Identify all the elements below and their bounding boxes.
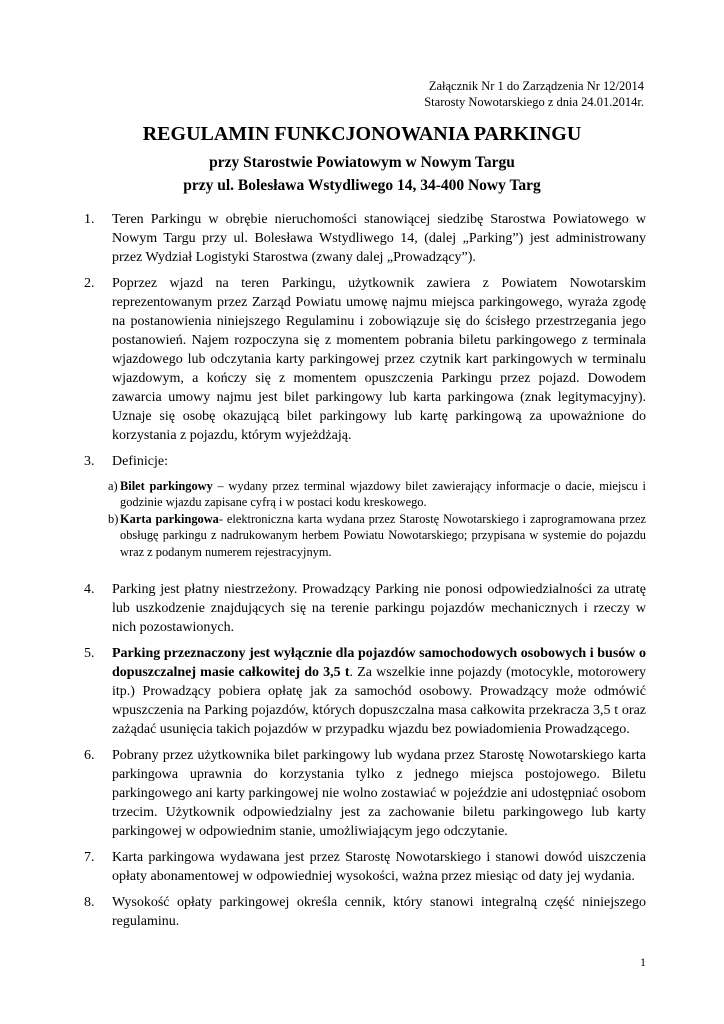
list-item-2	[84, 274, 646, 445]
item-number: 2.	[84, 276, 95, 291]
item-number: 5.	[84, 646, 95, 662]
item-text: Karta parkingowa wydawana jest przez Starostę Nowotarskiego i stanowi dowód uiszczenia opłaty abonamentowej w odpowiedniej wysokości, ważna przez miesiąc od daty jej wydania.	[112, 850, 646, 885]
definitions-list	[84, 478, 646, 560]
definition-item-a	[108, 478, 646, 511]
list-item-8	[84, 893, 646, 931]
annex-line-1: Załącznik Nr 1 do Zarządzenia Nr 12/2014	[428, 79, 644, 93]
list-item-1	[84, 210, 646, 267]
definition-term: Bilet parkingowy	[120, 479, 213, 493]
list-item-6	[84, 746, 646, 841]
list-item-5	[84, 644, 646, 739]
item-text: Pobrany przez użytkownika bilet parkingowy lub wydana przez Starostę Nowotarskiego karta parkingowa uprawnia do korzystania tylko z jednego miejsca postojowego. Biletu parkingowego ani karty parkingowej nie wolno zostawiać w pojeździe ani udostępniać osobom trzecim. Użytkownik odpowiedzialny jest za zachowanie biletu parkingowego lub karty parkingowej w odpowiednim stanie, umożliwiającym jego odczytanie.	[112, 748, 646, 840]
definition-mark: b)	[108, 511, 119, 526]
definition-item-b	[108, 511, 646, 560]
definition-text: - elektroniczna karta wydana przez Starostę Nowotarskiego i zaprogramowana przez obsługę parkingu z nadrukowanym herbem Powiatu Nowotarskiego; przypisana w systemie do pojazdu wraz z podanym numerem rejestracyjnym.	[120, 511, 646, 559]
annex-line-2: Starosty Nowotarskiego z dnia 24.01.2014r.	[424, 95, 644, 109]
document-subtitle-2: przy ul. Bolesława Wstydliwego 14, 34-400 Nowy Targ	[183, 177, 541, 194]
definition-text: – wydany przez terminal wjazdowy bilet zawierający informacje o dacie, miejscu i godzinie wjazdu zapisane cyfrą i w postaci kodu kreskowego.	[120, 479, 646, 510]
item-number: 7.	[84, 850, 95, 866]
item-number: 4.	[84, 582, 95, 598]
item-number: 3.	[84, 454, 95, 469]
list-item-4	[84, 580, 646, 637]
item-text: . Za wszelkie inne pojazdy (motocykle, motorowery itp.) Prowadzący pobiera opłatę jak za samochód osobowy. Prowadzący może odmówić wpuszczenia na Parking pojazdów, których dopuszczalna masa całkowita przekracza 3,5 t oraz zażądać usunięcia takich pojazdów w przypadku wjazdu bez powiadomienia Prowadzącego.	[112, 665, 647, 738]
definition-mark: a)	[108, 479, 118, 493]
item-text: Definicje:	[112, 454, 168, 469]
item-number: 8.	[84, 895, 95, 911]
definition-term: Karta parkingowa	[120, 511, 219, 526]
document-title: REGULAMIN FUNKCJONOWANIA PARKINGU	[142, 123, 582, 145]
item-number: 6.	[84, 748, 95, 764]
item-text: Teren Parkingu w obrębie nieruchomości stanowiącej siedzibę Starostwa Powiatowego w Nowym Targu przy ul. Bolesława Wstydliwego 14, (dalej „Parking”) jest administrowany przez Wydział Logistyki Starostwa (zwany dalej „Prowadzący”).	[112, 212, 646, 265]
item-text: Parking jest płatny niestrzeżony. Prowadzący Parking nie ponosi odpowiedzialności za utratę lub uszkodzenie znajdujących się na terenie parkingu pojazdów mechanicznych i rzeczy w nich pozostawionych.	[112, 582, 646, 636]
item-text: Wysokość opłaty parkingowej określa cennik, który stanowi integralną część niniejszego regulaminu.	[112, 895, 646, 930]
document-subtitle-1: przy Starostwie Powiatowym w Nowym Targu	[209, 154, 515, 171]
list-item-3	[84, 452, 646, 471]
item-bold-text: Parking przeznaczony jest wyłącznie dla pojazdów samochodowych osobowych i busów o dopuszczalnej masie całkowitej do 3,5 t	[112, 646, 646, 681]
item-text: Poprzez wjazd na teren Parkingu, użytkownik zawiera z Powiatem Nowotarskim reprezentowanym przez Zarząd Powiatu umowę najmu miejsca parkingowego, wyraża zgodę na postanowienia niniejszego Regulaminu i zobowiązuje się do ścisłego przestrzegania jego postanowień. Najem rozpoczyna się z momentem pobrania biletu parkingowego z terminala wjazdowego lub odczytania karty parkingowej przez czytnik kart parkingowych w terminalu wjazdowym, a kończy się z momentem opuszczenia Parkingu przez pojazd. Dowodem zawarcia umowy najmu jest bilet parkingowy lub karta parkingowa (znak legitymacyjny). Uznaje się osobę okazującą bilet parkingowy lub kartę parkingową za upoważnione do korzystania z pojazdu, którym wyjeżdżają.	[112, 276, 646, 443]
item-number: 1.	[84, 212, 95, 227]
page-number: 1	[640, 955, 646, 969]
list-item-7	[84, 848, 646, 886]
regulation-list	[84, 210, 646, 938]
annex-reference	[424, 78, 644, 110]
